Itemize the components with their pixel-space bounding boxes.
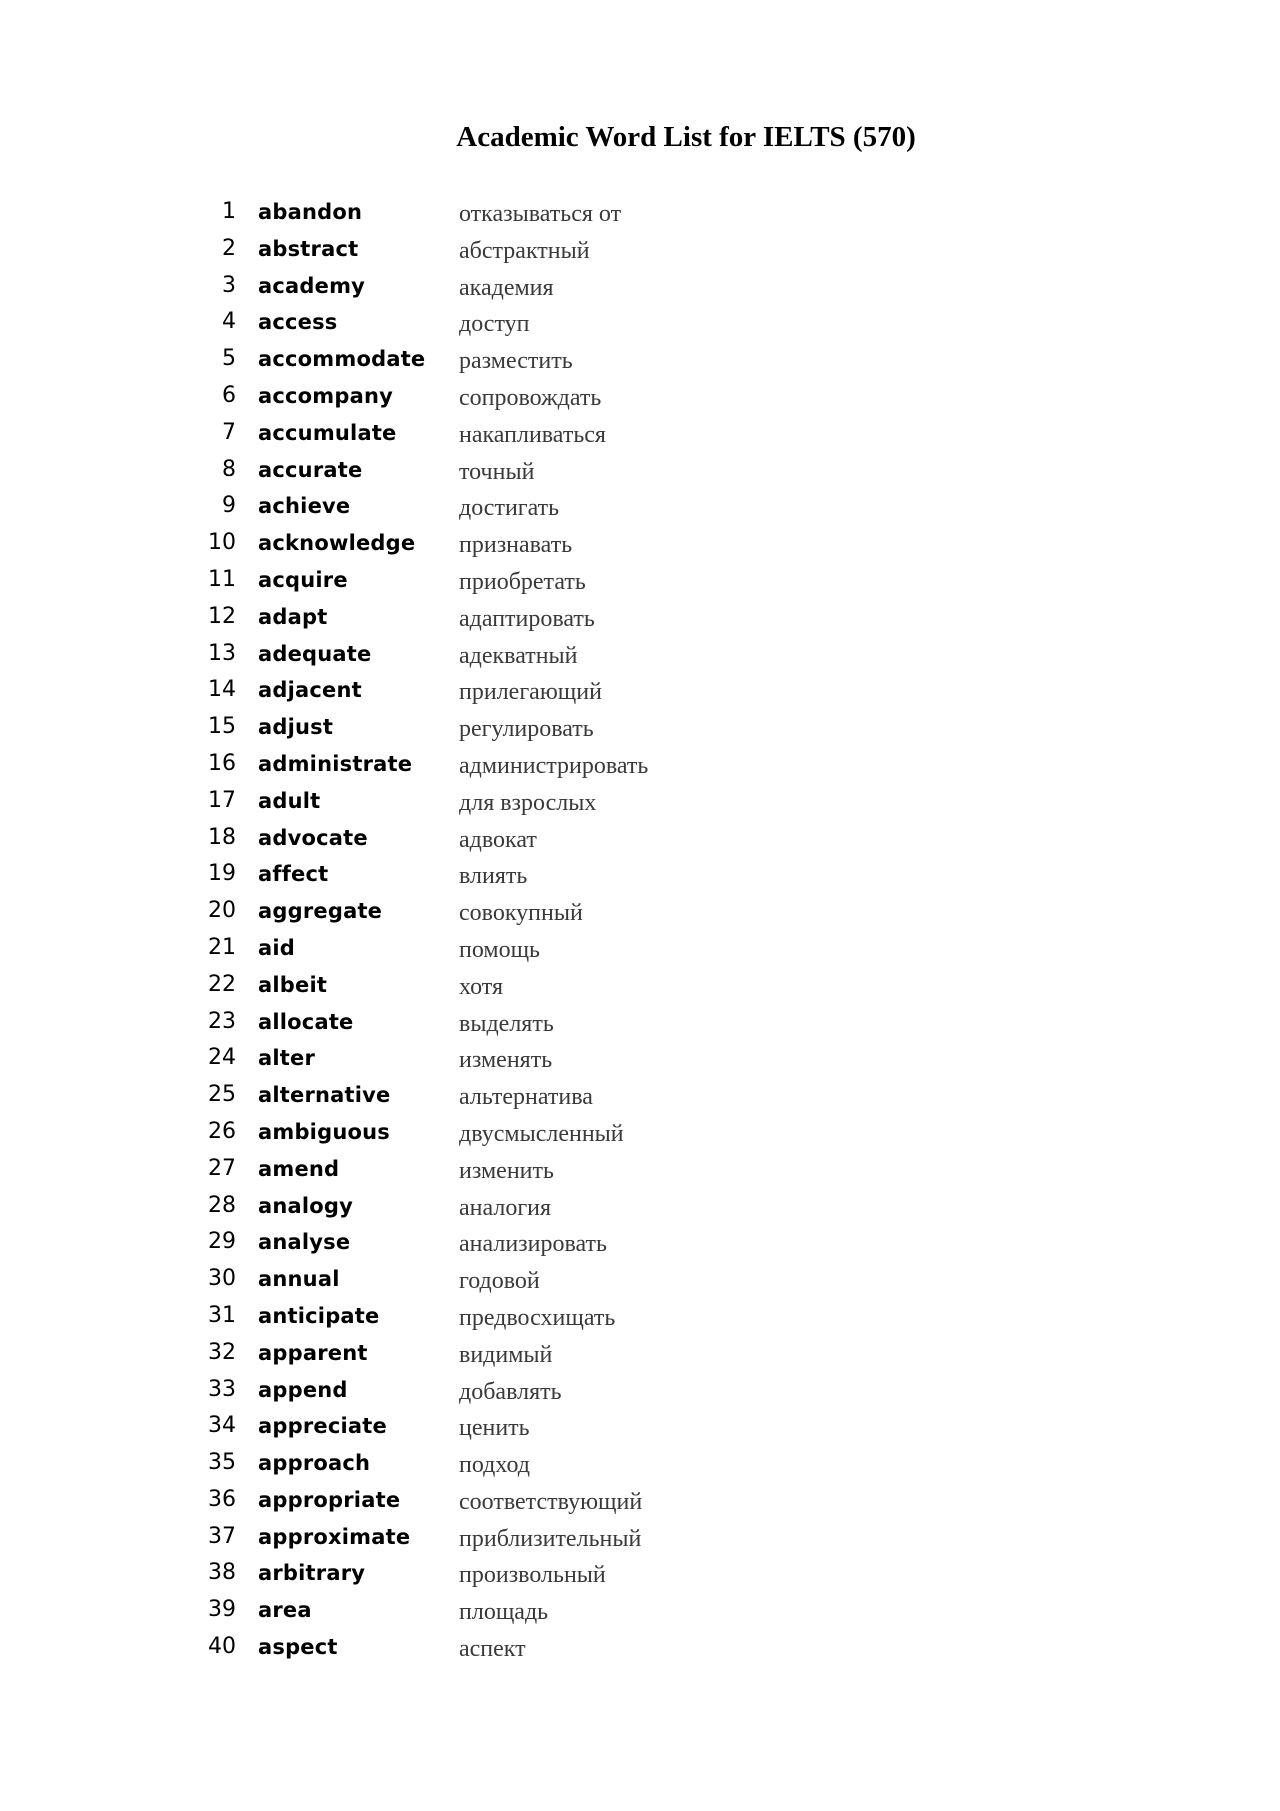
english-word: alter	[258, 1046, 316, 1071]
list-item	[0, 1373, 1280, 1410]
list-item	[0, 453, 1280, 490]
list-item	[0, 1189, 1280, 1226]
english-word: aid	[258, 935, 296, 960]
list-item	[0, 1520, 1280, 1557]
item-number: 37	[208, 1523, 236, 1549]
item-number: 31	[208, 1302, 236, 1328]
russian-translation: адекватный	[459, 642, 578, 669]
english-word: appreciate	[258, 1414, 387, 1439]
item-number: 26	[208, 1118, 236, 1144]
russian-translation: изменить	[459, 1157, 554, 1184]
english-word: access	[258, 310, 338, 335]
russian-translation: произвольный	[459, 1562, 606, 1589]
item-number: 17	[208, 787, 236, 813]
russian-translation: альтернатива	[459, 1084, 593, 1111]
russian-translation: доступ	[459, 311, 530, 338]
item-number: 23	[208, 1008, 236, 1034]
russian-translation: годовой	[459, 1268, 540, 1295]
list-item	[0, 1262, 1280, 1299]
list-item	[0, 1152, 1280, 1189]
english-word: approach	[258, 1451, 371, 1476]
english-word: analyse	[258, 1230, 351, 1255]
list-item	[0, 600, 1280, 637]
list-item	[0, 637, 1280, 674]
item-number: 4	[222, 309, 236, 335]
list-item	[0, 673, 1280, 710]
russian-translation: ценить	[459, 1415, 530, 1442]
english-word: accompany	[258, 383, 394, 408]
item-number: 19	[208, 861, 236, 887]
item-number: 36	[208, 1486, 236, 1512]
russian-translation: приобретать	[459, 568, 586, 595]
russian-translation: предвосхищать	[459, 1304, 616, 1331]
list-item	[0, 857, 1280, 894]
list-item	[0, 1005, 1280, 1042]
english-word: ambiguous	[258, 1119, 390, 1144]
russian-translation: для взрослых	[459, 789, 597, 816]
item-number: 9	[222, 493, 236, 519]
list-item	[0, 968, 1280, 1005]
russian-translation: хотя	[459, 973, 503, 1000]
russian-translation: прилегающий	[459, 679, 602, 706]
item-number: 6	[222, 382, 236, 408]
english-word: adult	[258, 788, 321, 813]
list-item	[0, 305, 1280, 342]
english-word: apparent	[258, 1340, 368, 1365]
item-number: 35	[208, 1450, 236, 1476]
list-item	[0, 563, 1280, 600]
english-word: area	[258, 1598, 312, 1623]
item-number: 14	[208, 677, 236, 703]
english-word: achieve	[258, 494, 351, 519]
russian-translation: администрировать	[459, 752, 649, 779]
russian-translation: точный	[459, 458, 535, 485]
page-title: Academic Word List for IELTS (570)	[456, 121, 916, 153]
list-item	[0, 747, 1280, 784]
item-number: 28	[208, 1192, 236, 1218]
english-word: abandon	[258, 200, 363, 224]
item-number: 5	[222, 346, 236, 372]
russian-translation: выделять	[459, 1010, 554, 1037]
item-number: 2	[222, 235, 236, 261]
item-number: 34	[208, 1413, 236, 1439]
list-item	[0, 1483, 1280, 1520]
item-number: 3	[222, 272, 236, 298]
item-number: 21	[208, 934, 236, 960]
list-item	[0, 1593, 1280, 1630]
item-number: 32	[208, 1339, 236, 1365]
russian-translation: адвокат	[459, 826, 537, 853]
list-item	[0, 1336, 1280, 1373]
english-word: acknowledge	[258, 531, 416, 556]
english-word: advocate	[258, 825, 368, 850]
item-number: 38	[208, 1560, 236, 1586]
item-number: 10	[208, 530, 236, 556]
list-item	[0, 379, 1280, 416]
list-item	[0, 1446, 1280, 1483]
item-number: 25	[208, 1082, 236, 1108]
english-word: administrate	[258, 751, 413, 776]
russian-translation: адаптировать	[459, 605, 595, 632]
russian-translation: анализировать	[459, 1231, 607, 1258]
item-number: 13	[208, 640, 236, 666]
english-word: acquire	[258, 567, 348, 592]
list-item	[0, 821, 1280, 858]
list-item	[0, 1299, 1280, 1336]
list-item	[0, 1041, 1280, 1078]
english-word: arbitrary	[258, 1561, 366, 1586]
english-word: anticipate	[258, 1303, 380, 1328]
english-word: aggregate	[258, 899, 383, 924]
russian-translation: соответствующий	[459, 1488, 643, 1515]
item-number: 33	[208, 1376, 236, 1402]
list-item	[0, 232, 1280, 269]
russian-translation: совокупный	[459, 900, 583, 927]
item-number: 30	[208, 1266, 236, 1292]
english-word: annual	[258, 1267, 340, 1292]
english-word: adjacent	[258, 678, 362, 703]
russian-translation: площадь	[459, 1599, 549, 1626]
russian-translation: изменять	[459, 1047, 553, 1074]
item-number: 8	[222, 456, 236, 482]
list-item	[0, 416, 1280, 453]
item-number: 15	[208, 714, 236, 740]
item-number: 16	[208, 750, 236, 776]
list-item	[0, 1409, 1280, 1446]
list-item	[0, 1115, 1280, 1152]
english-word: alternative	[258, 1083, 391, 1108]
russian-translation: сопровождать	[459, 384, 602, 411]
list-item	[0, 931, 1280, 968]
english-word: accurate	[258, 457, 363, 482]
russian-translation: абстрактный	[459, 237, 590, 264]
russian-translation: подход	[459, 1452, 530, 1479]
list-item	[0, 269, 1280, 306]
russian-translation: накапливаться	[459, 421, 606, 448]
list-item	[0, 710, 1280, 747]
item-number: 1	[222, 199, 236, 224]
item-number: 12	[208, 603, 236, 629]
english-word: approximate	[258, 1524, 411, 1549]
russian-translation: помощь	[459, 936, 540, 963]
russian-translation: признавать	[459, 532, 573, 559]
item-number: 22	[208, 971, 236, 997]
english-word: academy	[258, 273, 366, 298]
russian-translation: достигать	[459, 495, 560, 522]
english-word: appropriate	[258, 1487, 401, 1512]
english-word: accumulate	[258, 420, 397, 445]
russian-translation: разместить	[459, 348, 573, 375]
english-word: amend	[258, 1156, 340, 1181]
list-item	[0, 784, 1280, 821]
russian-translation: видимый	[459, 1341, 553, 1368]
english-word: accommodate	[258, 347, 426, 372]
english-word: albeit	[258, 972, 328, 997]
english-word: affect	[258, 862, 329, 887]
russian-translation: влиять	[459, 863, 528, 890]
list-item	[0, 1225, 1280, 1262]
english-word: append	[258, 1377, 348, 1402]
english-word: adapt	[258, 604, 328, 629]
item-number: 7	[222, 419, 236, 445]
english-word: adjust	[258, 715, 334, 740]
russian-translation: добавлять	[459, 1378, 562, 1405]
english-word: adequate	[258, 641, 372, 666]
english-word: abstract	[258, 236, 359, 261]
russian-translation: отказываться от	[459, 201, 622, 227]
list-item	[0, 894, 1280, 931]
english-word: allocate	[258, 1009, 354, 1034]
list-item	[0, 1078, 1280, 1115]
item-number: 24	[208, 1045, 236, 1071]
item-number: 27	[208, 1155, 236, 1181]
word-list	[0, 195, 1280, 1667]
russian-translation: аналогия	[459, 1194, 552, 1221]
russian-translation: академия	[459, 274, 554, 301]
list-item	[0, 195, 1280, 232]
russian-translation: аспект	[459, 1636, 526, 1663]
item-number: 40	[208, 1634, 236, 1660]
item-number: 29	[208, 1229, 236, 1255]
list-item	[0, 342, 1280, 379]
russian-translation: двусмысленный	[459, 1120, 624, 1147]
english-word: analogy	[258, 1193, 354, 1218]
list-item	[0, 489, 1280, 526]
list-item	[0, 1630, 1280, 1667]
list-item	[0, 526, 1280, 563]
item-number: 20	[208, 898, 236, 924]
english-word: aspect	[258, 1635, 338, 1660]
russian-translation: приблизительный	[459, 1525, 642, 1552]
russian-translation: регулировать	[459, 716, 594, 743]
item-number: 39	[208, 1597, 236, 1623]
item-number: 18	[208, 824, 236, 850]
item-number: 11	[208, 566, 236, 592]
list-item	[0, 1556, 1280, 1593]
